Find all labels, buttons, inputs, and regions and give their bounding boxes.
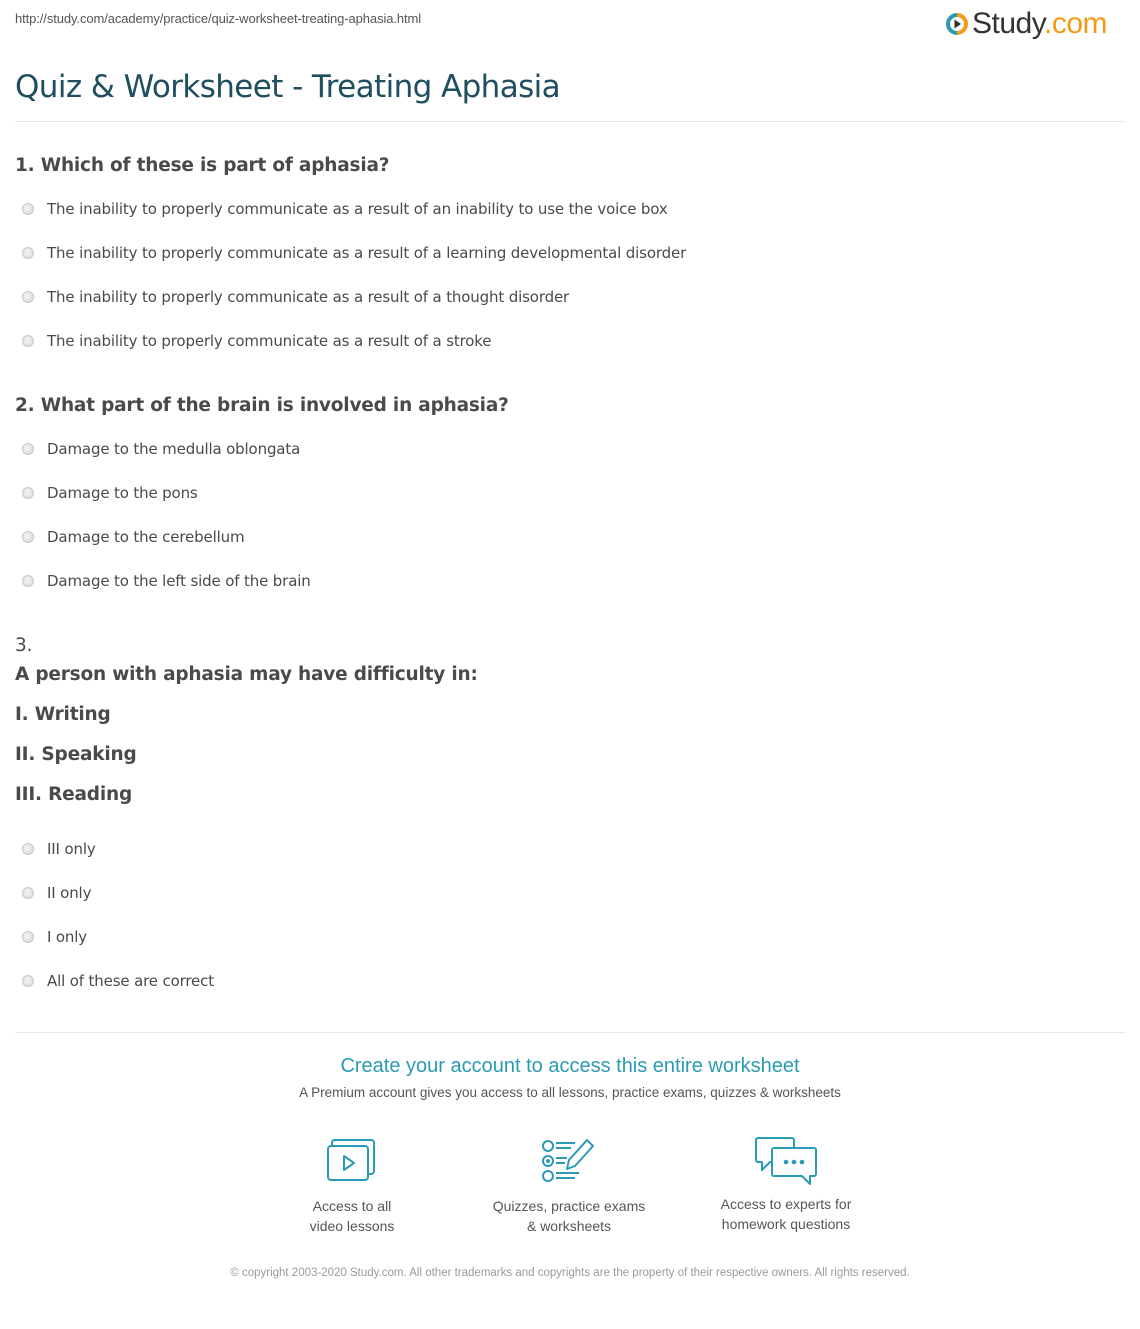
feature-experts bbox=[686, 1136, 886, 1234]
q2-option-3[interactable]: Damage to the cerebellum bbox=[22, 528, 244, 546]
create-account-link[interactable]: Create your account to access this entire worksheet bbox=[340, 1055, 800, 1077]
video-lessons-icon bbox=[326, 1138, 378, 1184]
question-3-item-3: III. Reading bbox=[15, 784, 132, 805]
logo-wordmark: Study.com bbox=[972, 7, 1108, 40]
q3-option-3[interactable]: I only bbox=[22, 928, 87, 946]
feature-label-line1: Access to experts for bbox=[720, 1196, 852, 1212]
q3-option-1[interactable]: III only bbox=[22, 840, 96, 858]
radio-button[interactable] bbox=[22, 247, 34, 259]
q2-option-2[interactable]: Damage to the pons bbox=[22, 484, 198, 502]
study-logo[interactable] bbox=[946, 7, 1107, 41]
q1-option-4[interactable]: The inability to properly communicate as a result of a stroke bbox=[22, 332, 491, 350]
quiz-checklist-icon bbox=[541, 1138, 597, 1184]
feature-label-line1: Quizzes, practice exams bbox=[492, 1198, 646, 1214]
feature-quizzes bbox=[469, 1138, 669, 1236]
feature-label-line2: homework questions bbox=[721, 1216, 851, 1232]
radio-button[interactable] bbox=[22, 203, 34, 215]
radio-button[interactable] bbox=[22, 487, 34, 499]
question-3-stem: A person with aphasia may have difficulty in: bbox=[15, 664, 478, 685]
radio-button[interactable] bbox=[22, 575, 34, 587]
q3-option-4[interactable]: All of these are correct bbox=[22, 972, 214, 990]
q3-option-2[interactable]: II only bbox=[22, 884, 91, 902]
feature-video-lessons bbox=[252, 1138, 452, 1236]
q2-option-4[interactable]: Damage to the left side of the brain bbox=[22, 572, 311, 590]
question-3-number: 3. bbox=[15, 635, 33, 656]
title-divider bbox=[15, 121, 1125, 122]
q1-option-3[interactable]: The inability to properly communicate as a result of a thought disorder bbox=[22, 288, 569, 306]
cta-divider bbox=[15, 1032, 1125, 1033]
radio-button[interactable] bbox=[22, 335, 34, 347]
question-3-item-2: II. Speaking bbox=[15, 744, 137, 765]
feature-label-line2: video lessons bbox=[309, 1218, 395, 1234]
radio-button[interactable] bbox=[22, 531, 34, 543]
q1-option-2[interactable]: The inability to properly communicate as a result of a learning developmental disorder bbox=[22, 244, 686, 262]
radio-button[interactable] bbox=[22, 975, 34, 987]
copyright-notice: © copyright 2003-2020 Study.com. All other trademarks and copyrights are the property of their respective owners. All rights reserved. bbox=[230, 1267, 910, 1279]
play-circle-logo-icon bbox=[946, 13, 968, 35]
radio-button[interactable] bbox=[22, 931, 34, 943]
radio-button[interactable] bbox=[22, 887, 34, 899]
page-title: Quiz & Worksheet - Treating Aphasia bbox=[15, 69, 561, 105]
q2-option-1[interactable]: Damage to the medulla oblongata bbox=[22, 440, 300, 458]
radio-button[interactable] bbox=[22, 443, 34, 455]
question-3-item-1: I. Writing bbox=[15, 704, 111, 725]
question-2: 2. What part of the brain is involved in aphasia? bbox=[15, 395, 509, 416]
q1-option-1[interactable]: The inability to properly communicate as a result of an inability to use the voice box bbox=[22, 200, 668, 218]
question-1: 1. Which of these is part of aphasia? bbox=[15, 155, 390, 176]
feature-label-line2: & worksheets bbox=[526, 1218, 612, 1234]
feature-label-line1: Access to all bbox=[312, 1198, 392, 1214]
radio-button[interactable] bbox=[22, 291, 34, 303]
cta-subtitle: A Premium account gives you access to all lessons, practice exams, quizzes & worksheets bbox=[299, 1085, 841, 1100]
radio-button[interactable] bbox=[22, 843, 34, 855]
chat-bubbles-icon bbox=[754, 1136, 818, 1186]
page-url: http://study.com/academy/practice/quiz-worksheet-treating-aphasia.html bbox=[15, 11, 422, 26]
